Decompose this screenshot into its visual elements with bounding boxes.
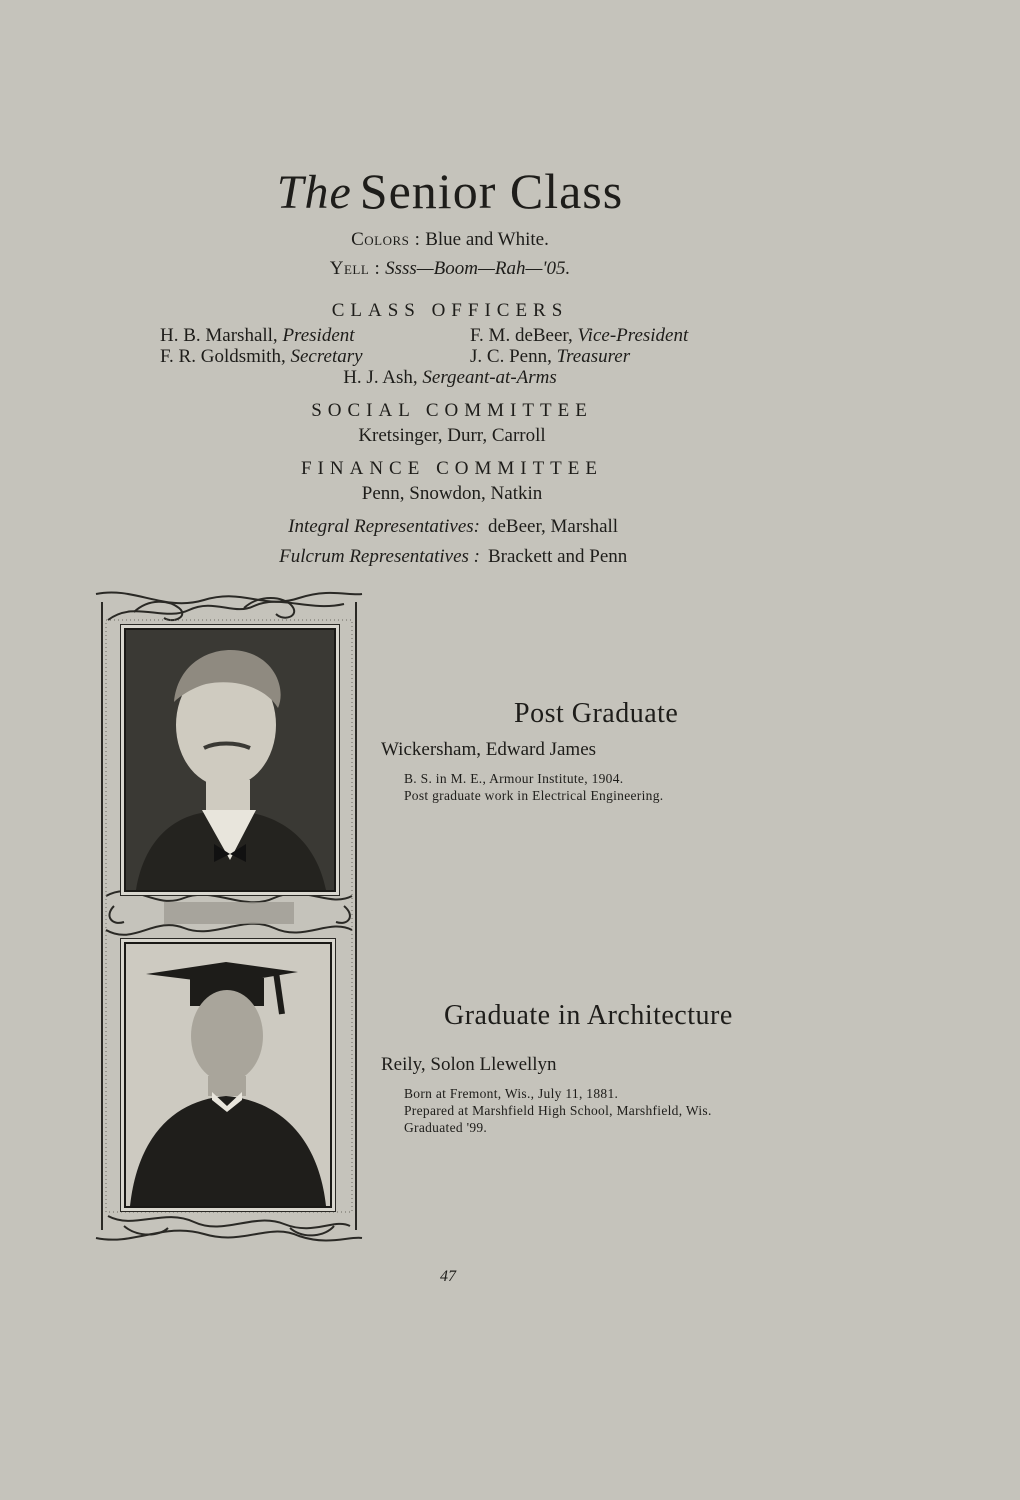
post-graduate-details — [404, 770, 663, 804]
officer-president — [160, 325, 355, 347]
portrait-man-icon — [126, 630, 334, 890]
rep-label: Fulcrum Representatives : — [279, 546, 480, 567]
officer-sergeant-at-arms — [0, 367, 900, 389]
fulcrum-representatives-label — [0, 546, 480, 568]
integral-representatives-label — [0, 516, 480, 538]
finance-committee-heading: FINANCE COMMITTEE — [300, 458, 604, 479]
officer-role: Vice-President — [577, 325, 689, 346]
colors-line — [0, 229, 900, 251]
architecture-graduate-title: Graduate in Architecture — [444, 1000, 733, 1031]
title-main: Senior Class — [359, 163, 624, 219]
officer-name: F. M. deBeer, — [470, 325, 573, 346]
social-committee-members: Kretsinger, Durr, Carroll — [358, 425, 546, 446]
yell-label: Yell : — [329, 258, 381, 279]
officer-secretary — [160, 346, 363, 368]
architecture-graduate-details — [404, 1085, 712, 1136]
detail-line: Post graduate work in Electrical Engineering. — [404, 788, 664, 803]
rep-label: Integral Representatives: — [288, 516, 480, 537]
officer-name: J. C. Penn, — [470, 346, 552, 367]
architecture-graduate-name: Reily, Solon Llewellyn — [381, 1054, 557, 1075]
yell-line — [0, 258, 900, 280]
social-committee-heading: SOCIAL COMMITTEE — [311, 400, 593, 421]
officer-name: H. J. Ash, — [343, 367, 418, 388]
post-graduate-name: Wickersham, Edward James — [381, 739, 597, 760]
detail-line: Born at Fremont, Wis., July 11, 1881. — [404, 1086, 619, 1101]
colors-label: Colors : — [351, 229, 421, 250]
detail-line: Graduated '99. — [404, 1120, 488, 1135]
officer-name: F. R. Goldsmith, — [160, 346, 286, 367]
detail-line: Prepared at Marshfield High School, Marshfield, Wis. — [404, 1103, 712, 1118]
fulcrum-representatives-names: Brackett and Penn — [488, 546, 628, 567]
page-number: 47 — [440, 1268, 456, 1285]
officer-name: H. B. Marshall, — [160, 325, 278, 346]
officer-role: Treasurer — [556, 346, 631, 367]
portrait-reily — [124, 942, 332, 1208]
page-title — [0, 162, 900, 220]
colors-value: Blue and White. — [425, 229, 549, 250]
officer-role: Sergeant-at-Arms — [422, 367, 557, 388]
post-graduate-title: Post Graduate — [514, 698, 679, 729]
class-officers-heading: CLASS OFFICERS — [331, 300, 569, 321]
officer-treasurer — [470, 346, 630, 368]
title-prefix: The — [276, 166, 352, 219]
integral-representatives-names: deBeer, Marshall — [488, 516, 619, 537]
officer-role: Secretary — [290, 346, 363, 367]
portrait-graduate-icon — [126, 944, 330, 1206]
officer-role: President — [282, 325, 355, 346]
yell-value: Ssss—Boom—Rah—'05. — [385, 258, 571, 279]
officer-vice-president — [470, 325, 688, 347]
ornamental-frame — [94, 590, 364, 1242]
detail-line: B. S. in M. E., Armour Institute, 1904. — [404, 771, 624, 786]
portrait-wickersham — [124, 628, 336, 892]
finance-committee-members: Penn, Snowdon, Natkin — [361, 483, 543, 504]
